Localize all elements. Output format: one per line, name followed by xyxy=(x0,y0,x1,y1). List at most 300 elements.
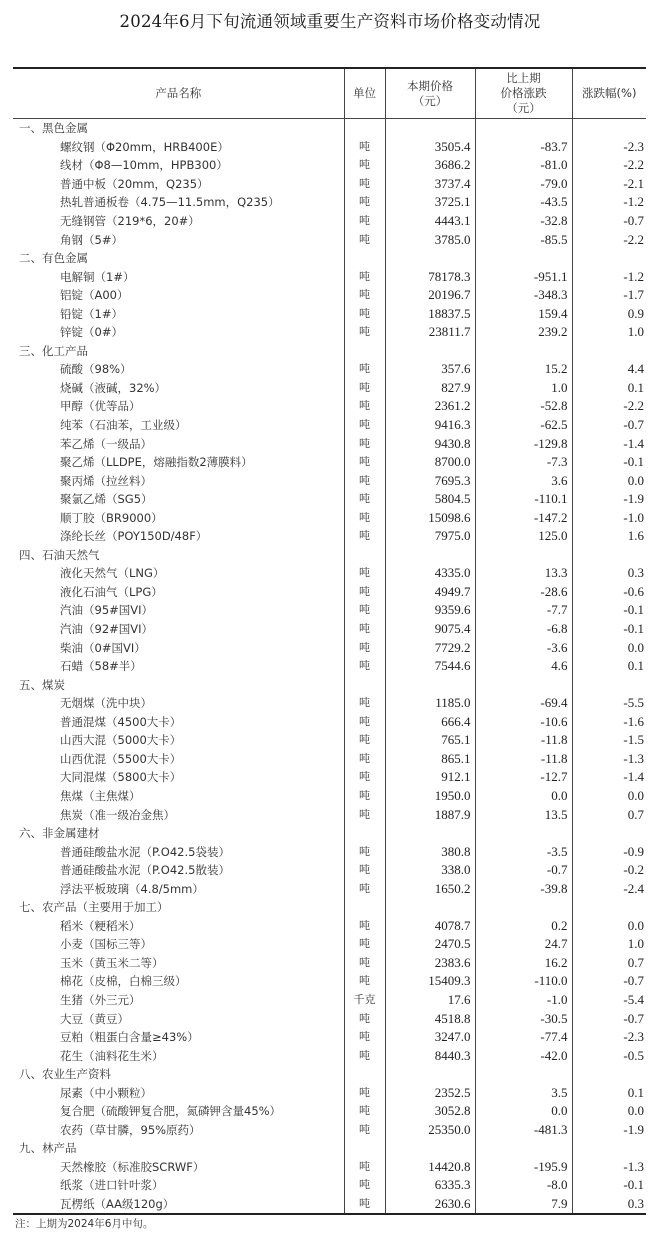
product-name: 汽油（92#国VI） xyxy=(60,622,154,637)
change-percent-cell xyxy=(572,898,646,917)
unit-cell: 吨 xyxy=(344,453,385,472)
table-row xyxy=(13,267,646,286)
product-name: 棉花（皮棉，白棉三级） xyxy=(60,974,187,989)
product-name: 锌锭（0#） xyxy=(60,325,123,340)
unit-cell: 吨 xyxy=(344,638,385,657)
table-row xyxy=(13,1009,646,1028)
table-body xyxy=(13,119,646,1215)
current-price-cell xyxy=(385,1065,475,1084)
table-row xyxy=(13,286,646,305)
current-price-cell: 8700.0 xyxy=(385,453,475,472)
current-price-cell: 9359.6 xyxy=(385,601,475,620)
price-change-cell: 3.5 xyxy=(475,1083,572,1102)
change-percent-cell: 0.0 xyxy=(572,638,646,657)
current-price-cell: 2361.2 xyxy=(385,397,475,416)
table-row xyxy=(13,1121,646,1140)
current-price-cell: 25350.0 xyxy=(385,1121,475,1140)
change-percent-cell: -0.2 xyxy=(572,861,646,880)
product-name: 硫酸（98%） xyxy=(60,362,132,377)
price-change-cell: 7.9 xyxy=(475,1195,572,1215)
category-row xyxy=(13,546,646,565)
price-change-cell: -77.4 xyxy=(475,1028,572,1047)
price-change-cell: 0.2 xyxy=(475,917,572,936)
table-row xyxy=(13,304,646,323)
change-percent-cell: -1.4 xyxy=(572,434,646,453)
change-percent-cell: -1.7 xyxy=(572,286,646,305)
unit-cell: 吨 xyxy=(344,564,385,583)
unit-cell: 吨 xyxy=(344,1028,385,1047)
unit-cell: 吨 xyxy=(344,694,385,713)
product-name: 普通硅酸盐水泥（P.O42.5散装） xyxy=(60,863,230,878)
change-percent-cell: -0.7 xyxy=(572,972,646,991)
unit-cell xyxy=(344,898,385,917)
change-percent-cell: -0.7 xyxy=(572,416,646,435)
product-name: 复合肥（硫酸钾复合肥，氮磷钾含量45%） xyxy=(60,1104,282,1119)
current-price-cell: 23811.7 xyxy=(385,323,475,342)
table-row xyxy=(13,879,646,898)
price-change-cell: -110.1 xyxy=(475,490,572,509)
change-percent-cell: 0.0 xyxy=(572,917,646,936)
change-percent-cell: -2.4 xyxy=(572,879,646,898)
unit-cell: 吨 xyxy=(344,842,385,861)
current-price-cell xyxy=(385,249,475,268)
table-row xyxy=(13,601,646,620)
price-change-cell: -195.9 xyxy=(475,1158,572,1177)
category-name: 一、黑色金属 xyxy=(19,121,88,136)
current-price-cell: 4518.8 xyxy=(385,1009,475,1028)
product-name: 山西优混（5500大卡） xyxy=(60,751,182,766)
category-name: 三、化工产品 xyxy=(19,343,88,358)
change-percent-cell: -2.2 xyxy=(572,397,646,416)
category-row xyxy=(13,675,646,694)
table-row xyxy=(13,138,646,157)
product-name: 焦炭（准一级冶金焦） xyxy=(60,807,175,822)
header-current-price-line1: 本期价格 xyxy=(407,78,453,93)
table-row xyxy=(13,1158,646,1177)
price-change-cell xyxy=(475,249,572,268)
unit-cell: 吨 xyxy=(344,397,385,416)
change-percent-cell: -5.4 xyxy=(572,991,646,1010)
change-percent-cell: -2.2 xyxy=(572,156,646,175)
current-price-cell: 4335.0 xyxy=(385,564,475,583)
unit-cell: 吨 xyxy=(344,230,385,249)
unit-cell xyxy=(344,824,385,843)
current-price-cell: 1887.9 xyxy=(385,805,475,824)
unit-cell: 吨 xyxy=(344,416,385,435)
change-percent-cell: -2.3 xyxy=(572,138,646,157)
header-change-percent: 涨跌幅(%) xyxy=(572,68,646,119)
product-name: 无缝钢管（219*6，20#） xyxy=(60,214,200,228)
change-percent-cell: -2.2 xyxy=(572,230,646,249)
product-name: 瓦楞纸（AA级120g） xyxy=(60,1196,175,1211)
current-price-cell xyxy=(385,342,475,361)
current-price-cell: 15409.3 xyxy=(385,972,475,991)
unit-cell: 吨 xyxy=(344,657,385,676)
product-name: 浮法平板玻璃（4.8/5mm） xyxy=(60,881,204,896)
product-name: 普通中板（20mm，Q235） xyxy=(60,176,209,191)
change-percent-cell xyxy=(572,675,646,694)
table-row xyxy=(13,1046,646,1065)
price-change-cell: -62.5 xyxy=(475,416,572,435)
change-percent-cell: -1.6 xyxy=(572,713,646,732)
price-change-cell: -1.0 xyxy=(475,991,572,1010)
product-name: 热轧普通板卷（4.75—11.5mm，Q235） xyxy=(60,195,280,210)
product-name: 汽油（95#国VI） xyxy=(60,603,154,618)
current-price-cell: 1950.0 xyxy=(385,787,475,806)
change-percent-cell: -1.9 xyxy=(572,1121,646,1140)
product-name: 角钢（5#） xyxy=(60,232,123,247)
product-name: 铅锭（1#） xyxy=(60,306,123,321)
current-price-cell: 18837.5 xyxy=(385,304,475,323)
unit-cell: 吨 xyxy=(344,713,385,732)
unit-cell: 吨 xyxy=(344,601,385,620)
product-name: 柴油（0#国VI） xyxy=(60,640,146,655)
change-percent-cell xyxy=(572,249,646,268)
table-row xyxy=(13,230,646,249)
unit-cell xyxy=(344,119,385,138)
header-product-name: 产品名称 xyxy=(13,68,344,119)
unit-cell: 吨 xyxy=(344,879,385,898)
price-change-cell: 15.2 xyxy=(475,360,572,379)
header-price-change-line3: （元） xyxy=(506,101,541,115)
unit-cell: 吨 xyxy=(344,917,385,936)
unit-cell: 吨 xyxy=(344,972,385,991)
table-row xyxy=(13,713,646,732)
change-percent-cell: -0.9 xyxy=(572,842,646,861)
table-row xyxy=(13,508,646,527)
header-price-change-line2: 价格涨跌 xyxy=(500,86,547,100)
category-row xyxy=(13,824,646,843)
change-percent-cell: -1.2 xyxy=(572,193,646,212)
change-percent-cell: 1.0 xyxy=(572,323,646,342)
table-row xyxy=(13,379,646,398)
table-row xyxy=(13,193,646,212)
table-row xyxy=(13,1028,646,1047)
change-percent-cell: 0.9 xyxy=(572,304,646,323)
unit-cell: 吨 xyxy=(344,490,385,509)
price-change-cell: 24.7 xyxy=(475,935,572,954)
current-price-cell: 78178.3 xyxy=(385,267,475,286)
price-change-cell: -481.3 xyxy=(475,1121,572,1140)
category-row xyxy=(13,1065,646,1084)
current-price-cell: 380.8 xyxy=(385,842,475,861)
change-percent-cell: 0.3 xyxy=(572,564,646,583)
change-percent-cell: -1.3 xyxy=(572,750,646,769)
price-change-cell: -11.8 xyxy=(475,731,572,750)
current-price-cell: 7729.2 xyxy=(385,638,475,657)
current-price-cell: 15098.6 xyxy=(385,508,475,527)
current-price-cell: 912.1 xyxy=(385,768,475,787)
change-percent-cell xyxy=(572,824,646,843)
current-price-cell: 2352.5 xyxy=(385,1083,475,1102)
table-row xyxy=(13,453,646,472)
change-percent-cell: 0.1 xyxy=(572,379,646,398)
unit-cell: 吨 xyxy=(344,768,385,787)
table-row xyxy=(13,750,646,769)
current-price-cell: 3686.2 xyxy=(385,156,475,175)
unit-cell: 吨 xyxy=(344,620,385,639)
change-percent-cell: -1.2 xyxy=(572,267,646,286)
current-price-cell xyxy=(385,898,475,917)
current-price-cell: 9075.4 xyxy=(385,620,475,639)
table-row xyxy=(13,212,646,231)
current-price-cell: 3052.8 xyxy=(385,1102,475,1121)
table-row xyxy=(13,156,646,175)
current-price-cell: 765.1 xyxy=(385,731,475,750)
table-row xyxy=(13,434,646,453)
change-percent-cell: -0.1 xyxy=(572,601,646,620)
unit-cell: 吨 xyxy=(344,1176,385,1195)
category-name: 七、农产品（主要用于加工） xyxy=(19,900,169,915)
category-name: 八、农业生产资料 xyxy=(19,1067,111,1082)
change-percent-cell: -0.5 xyxy=(572,1046,646,1065)
unit-cell: 吨 xyxy=(344,583,385,602)
table-row xyxy=(13,1083,646,1102)
product-name: 豆粕（粗蛋白含量≥43%） xyxy=(60,1030,199,1045)
product-name: 石蜡（58#半） xyxy=(60,659,142,674)
table-row xyxy=(13,861,646,880)
current-price-cell: 9430.8 xyxy=(385,434,475,453)
header-price-change xyxy=(475,68,572,119)
unit-cell: 吨 xyxy=(344,156,385,175)
table-row xyxy=(13,954,646,973)
category-row xyxy=(13,1139,646,1158)
price-change-cell xyxy=(475,546,572,565)
price-change-cell: -43.5 xyxy=(475,193,572,212)
unit-cell: 吨 xyxy=(344,1158,385,1177)
unit-cell: 吨 xyxy=(344,861,385,880)
product-name: 玉米（黄玉米二等） xyxy=(60,955,164,970)
current-price-cell: 2470.5 xyxy=(385,935,475,954)
category-row xyxy=(13,249,646,268)
table-row xyxy=(13,323,646,342)
price-change-cell: 13.3 xyxy=(475,564,572,583)
current-price-cell xyxy=(385,546,475,565)
price-change-cell: -129.8 xyxy=(475,434,572,453)
current-price-cell: 4443.1 xyxy=(385,212,475,231)
product-name: 甲醇（优等品） xyxy=(60,399,141,414)
current-price-cell: 827.9 xyxy=(385,379,475,398)
category-row xyxy=(13,119,646,138)
product-name: 无烟煤（洗中块） xyxy=(60,696,152,711)
current-price-cell: 20196.7 xyxy=(385,286,475,305)
current-price-cell: 6335.3 xyxy=(385,1176,475,1195)
table-row xyxy=(13,972,646,991)
change-percent-cell: 0.7 xyxy=(572,805,646,824)
current-price-cell: 3785.0 xyxy=(385,230,475,249)
table-row xyxy=(13,1176,646,1195)
price-change-cell: -147.2 xyxy=(475,508,572,527)
table-row xyxy=(13,805,646,824)
product-name: 生猪（外三元） xyxy=(60,992,141,1007)
price-change-cell: 239.2 xyxy=(475,323,572,342)
table-row xyxy=(13,416,646,435)
table-row xyxy=(13,768,646,787)
unit-cell: 吨 xyxy=(344,286,385,305)
price-change-cell: -8.0 xyxy=(475,1176,572,1195)
unit-cell: 吨 xyxy=(344,1121,385,1140)
product-name: 小麦（国标三等） xyxy=(60,937,152,952)
change-percent-cell: 0.1 xyxy=(572,657,646,676)
unit-cell: 千克 xyxy=(344,991,385,1010)
category-name: 四、石油天然气 xyxy=(19,547,100,562)
change-percent-cell: -2.1 xyxy=(572,175,646,194)
table-row xyxy=(13,564,646,583)
price-change-cell: 1.0 xyxy=(475,379,572,398)
current-price-cell: 2630.6 xyxy=(385,1195,475,1215)
footnote: 注：上期为2024年6月中旬。 xyxy=(15,1218,154,1230)
current-price-cell: 3505.4 xyxy=(385,138,475,157)
product-name: 液化石油气（LPG） xyxy=(60,584,163,599)
price-change-cell: 0.0 xyxy=(475,1102,572,1121)
change-percent-cell xyxy=(572,1139,646,1158)
unit-cell: 吨 xyxy=(344,360,385,379)
change-percent-cell: -1.0 xyxy=(572,508,646,527)
unit-cell: 吨 xyxy=(344,175,385,194)
unit-cell: 吨 xyxy=(344,787,385,806)
unit-cell: 吨 xyxy=(344,527,385,546)
table-row xyxy=(13,1195,646,1215)
change-percent-cell: -1.9 xyxy=(572,490,646,509)
product-name: 普通硅酸盐水泥（P.O42.5袋装） xyxy=(60,844,230,859)
price-change-cell: -39.8 xyxy=(475,879,572,898)
table-row xyxy=(13,731,646,750)
category-name: 五、煤炭 xyxy=(19,677,65,692)
unit-cell: 吨 xyxy=(344,805,385,824)
unit-cell: 吨 xyxy=(344,954,385,973)
table-row xyxy=(13,583,646,602)
product-name: 天然橡胶（标准胶SCRWF） xyxy=(60,1159,205,1174)
change-percent-cell: -1.5 xyxy=(572,731,646,750)
table-row xyxy=(13,1102,646,1121)
table-row xyxy=(13,527,646,546)
price-change-cell: -52.8 xyxy=(475,397,572,416)
product-name: 液化天然气（LNG） xyxy=(60,566,165,581)
change-percent-cell: -0.6 xyxy=(572,583,646,602)
table-row xyxy=(13,991,646,1010)
product-name: 铝锭（A00） xyxy=(60,288,129,303)
price-change-cell xyxy=(475,342,572,361)
price-change-cell: -348.3 xyxy=(475,286,572,305)
price-change-cell xyxy=(475,1139,572,1158)
current-price-cell xyxy=(385,119,475,138)
unit-cell: 吨 xyxy=(344,138,385,157)
unit-cell xyxy=(344,546,385,565)
change-percent-cell: 0.0 xyxy=(572,787,646,806)
header-current-price xyxy=(385,68,475,119)
price-change-cell: -6.8 xyxy=(475,620,572,639)
category-name: 九、林产品 xyxy=(19,1141,77,1156)
price-change-cell: -7.7 xyxy=(475,601,572,620)
change-percent-cell: -1.3 xyxy=(572,1158,646,1177)
header-price-change-line1: 比上期 xyxy=(506,71,541,85)
price-change-cell: 125.0 xyxy=(475,527,572,546)
category-row xyxy=(13,898,646,917)
price-change-cell: -81.0 xyxy=(475,156,572,175)
price-change-cell xyxy=(475,1065,572,1084)
price-change-cell: 16.2 xyxy=(475,954,572,973)
category-name: 六、非金属建材 xyxy=(19,826,100,841)
product-name: 尿素（中小颗粒） xyxy=(60,1085,152,1100)
price-change-cell: -11.8 xyxy=(475,750,572,769)
current-price-cell: 17.6 xyxy=(385,991,475,1010)
price-change-cell: -3.5 xyxy=(475,842,572,861)
unit-cell xyxy=(344,1065,385,1084)
product-name: 顺丁胶（BR9000） xyxy=(60,510,163,525)
product-name: 大同混煤（5800大卡） xyxy=(60,770,182,785)
price-change-cell: 3.6 xyxy=(475,471,572,490)
product-name: 纯苯（石油苯，工业级） xyxy=(60,418,187,433)
table-row xyxy=(13,175,646,194)
unit-cell xyxy=(344,342,385,361)
table-row xyxy=(13,935,646,954)
current-price-cell xyxy=(385,675,475,694)
product-name: 普通混煤（4500大卡） xyxy=(60,714,182,729)
product-name: 电解铜（1#） xyxy=(60,269,135,284)
product-name: 焦煤（主焦煤） xyxy=(60,788,141,803)
product-name: 花生（油料花生米） xyxy=(60,1048,164,1063)
header-unit: 单位 xyxy=(344,68,385,119)
current-price-cell: 2383.6 xyxy=(385,954,475,973)
current-price-cell: 7695.3 xyxy=(385,471,475,490)
change-percent-cell xyxy=(572,119,646,138)
price-change-cell: -10.6 xyxy=(475,713,572,732)
price-change-cell: -951.1 xyxy=(475,267,572,286)
unit-cell: 吨 xyxy=(344,935,385,954)
header-current-price-line2: （元） xyxy=(412,93,448,108)
product-name: 大豆（黄豆） xyxy=(60,1011,129,1026)
product-name: 线材（Φ8—10mm，HPB300） xyxy=(60,158,228,173)
price-change-cell: -110.0 xyxy=(475,972,572,991)
table-row xyxy=(13,638,646,657)
product-name: 农药（草甘膦，95%原药） xyxy=(60,1122,201,1137)
unit-cell: 吨 xyxy=(344,379,385,398)
product-name: 苯乙烯（一级品） xyxy=(60,436,152,451)
change-percent-cell: 0.3 xyxy=(572,1195,646,1215)
unit-cell: 吨 xyxy=(344,1083,385,1102)
price-change-cell: 0.0 xyxy=(475,787,572,806)
page-title: 2024年6月下旬流通领域重要生产资料市场价格变动情况 xyxy=(119,12,541,31)
change-percent-cell: 0.0 xyxy=(572,1102,646,1121)
table-row xyxy=(13,397,646,416)
change-percent-cell: 0.7 xyxy=(572,954,646,973)
change-percent-cell xyxy=(572,1065,646,1084)
price-change-cell xyxy=(475,675,572,694)
current-price-cell: 8440.3 xyxy=(385,1046,475,1065)
current-price-cell: 7975.0 xyxy=(385,527,475,546)
current-price-cell: 357.6 xyxy=(385,360,475,379)
unit-cell: 吨 xyxy=(344,323,385,342)
price-change-cell: -42.0 xyxy=(475,1046,572,1065)
unit-cell: 吨 xyxy=(344,1102,385,1121)
table-row xyxy=(13,694,646,713)
price-change-cell: 159.4 xyxy=(475,304,572,323)
current-price-cell xyxy=(385,824,475,843)
table-header-row xyxy=(13,68,646,119)
product-name: 烧碱（液碱，32%） xyxy=(60,380,167,395)
product-name: 涤纶长丝（POY150D/48F） xyxy=(60,529,208,544)
table-row xyxy=(13,490,646,509)
category-name: 二、有色金属 xyxy=(19,251,88,266)
current-price-cell: 666.4 xyxy=(385,713,475,732)
current-price-cell xyxy=(385,1139,475,1158)
change-percent-cell: -2.3 xyxy=(572,1028,646,1047)
change-percent-cell: -5.5 xyxy=(572,694,646,713)
product-name: 山西大混（5000大卡） xyxy=(60,733,182,748)
category-row xyxy=(13,342,646,361)
product-name: 纸浆（进口针叶浆） xyxy=(60,1178,164,1193)
current-price-cell: 1185.0 xyxy=(385,694,475,713)
